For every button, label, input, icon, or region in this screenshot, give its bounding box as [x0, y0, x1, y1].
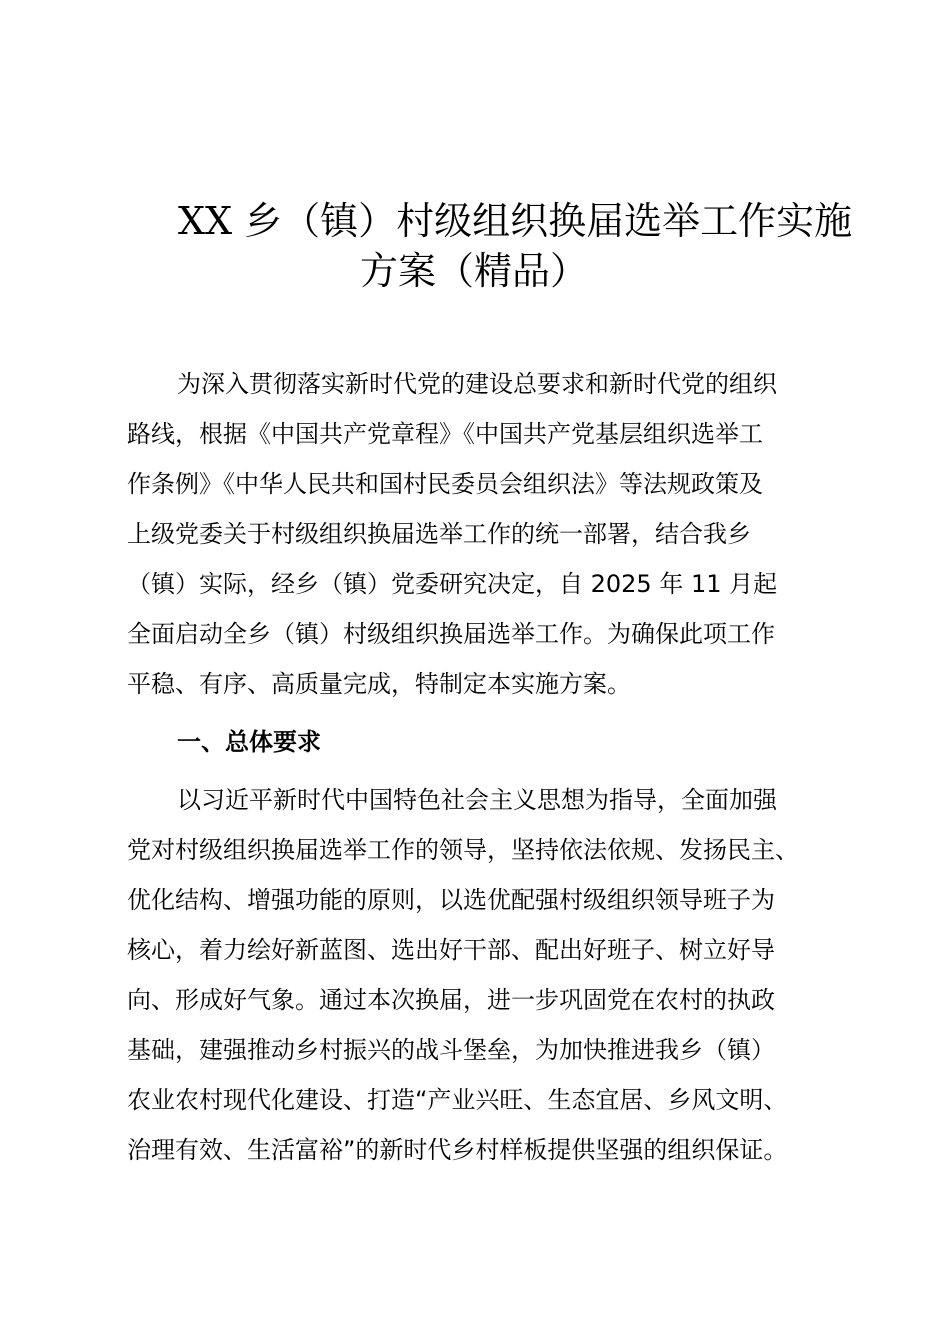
- paragraph-1-line: （镇）实际，经乡（镇）党委研究决定，自 2025 年 11 月起: [127, 570, 778, 598]
- paragraph-2-line: 优化结构、增强功能的原则，以选优配强村级组织领导班子为: [127, 886, 775, 914]
- paragraph-1-line: 作条例》《中华人民共和国村民委员会组织法》等法规政策及: [127, 470, 763, 498]
- paragraph-2-line: 核心，着力绘好新蓝图、选出好干部、配出好班子、树立好导: [127, 936, 775, 964]
- paragraph-1-line: 全面启动全乡（镇）村级组织换届选举工作。为确保此项工作: [127, 620, 775, 648]
- paragraph-2-line: 农业农村现代化建设、打造“产业兴旺、生态宜居、乡风文明、: [127, 1086, 788, 1114]
- paragraph-1-line: 上级党委关于村级组织换届选举工作的统一部署，结合我乡: [127, 520, 751, 548]
- section-heading: 一、总体要求: [177, 728, 321, 756]
- document-title-line-2: 方案（精品）: [360, 249, 589, 293]
- paragraph-2-line: 治理有效、生活富裕”的新时代乡村样板提供坚强的组织保证。: [127, 1136, 788, 1164]
- paragraph-2-line: 基础，建强推动乡村振兴的战斗堡垒，为加快推进我乡（镇）: [127, 1036, 775, 1064]
- document-title-line-1: XX 乡（镇）村级组织换届选举工作实施: [178, 199, 853, 243]
- paragraph-1-line: 为深入贯彻落实新时代党的建设总要求和新时代党的组织: [177, 370, 777, 398]
- paragraph-2-line: 向、形成好气象。通过本次换届，进一步巩固党在农村的执政: [127, 986, 775, 1014]
- paragraph-2-line: 以习近平新时代中国特色社会主义思想为指导，全面加强: [177, 786, 777, 814]
- paragraph-1-line: 路线，根据《中国共产党章程》《中国共产党基层组织选举工: [127, 420, 763, 448]
- paragraph-2-line: 党对村级组织换届选举工作的领导，坚持依法依规、发扬民主、: [127, 836, 799, 864]
- paragraph-1-line: 平稳、有序、高质量完成，特制定本实施方案。: [127, 670, 631, 698]
